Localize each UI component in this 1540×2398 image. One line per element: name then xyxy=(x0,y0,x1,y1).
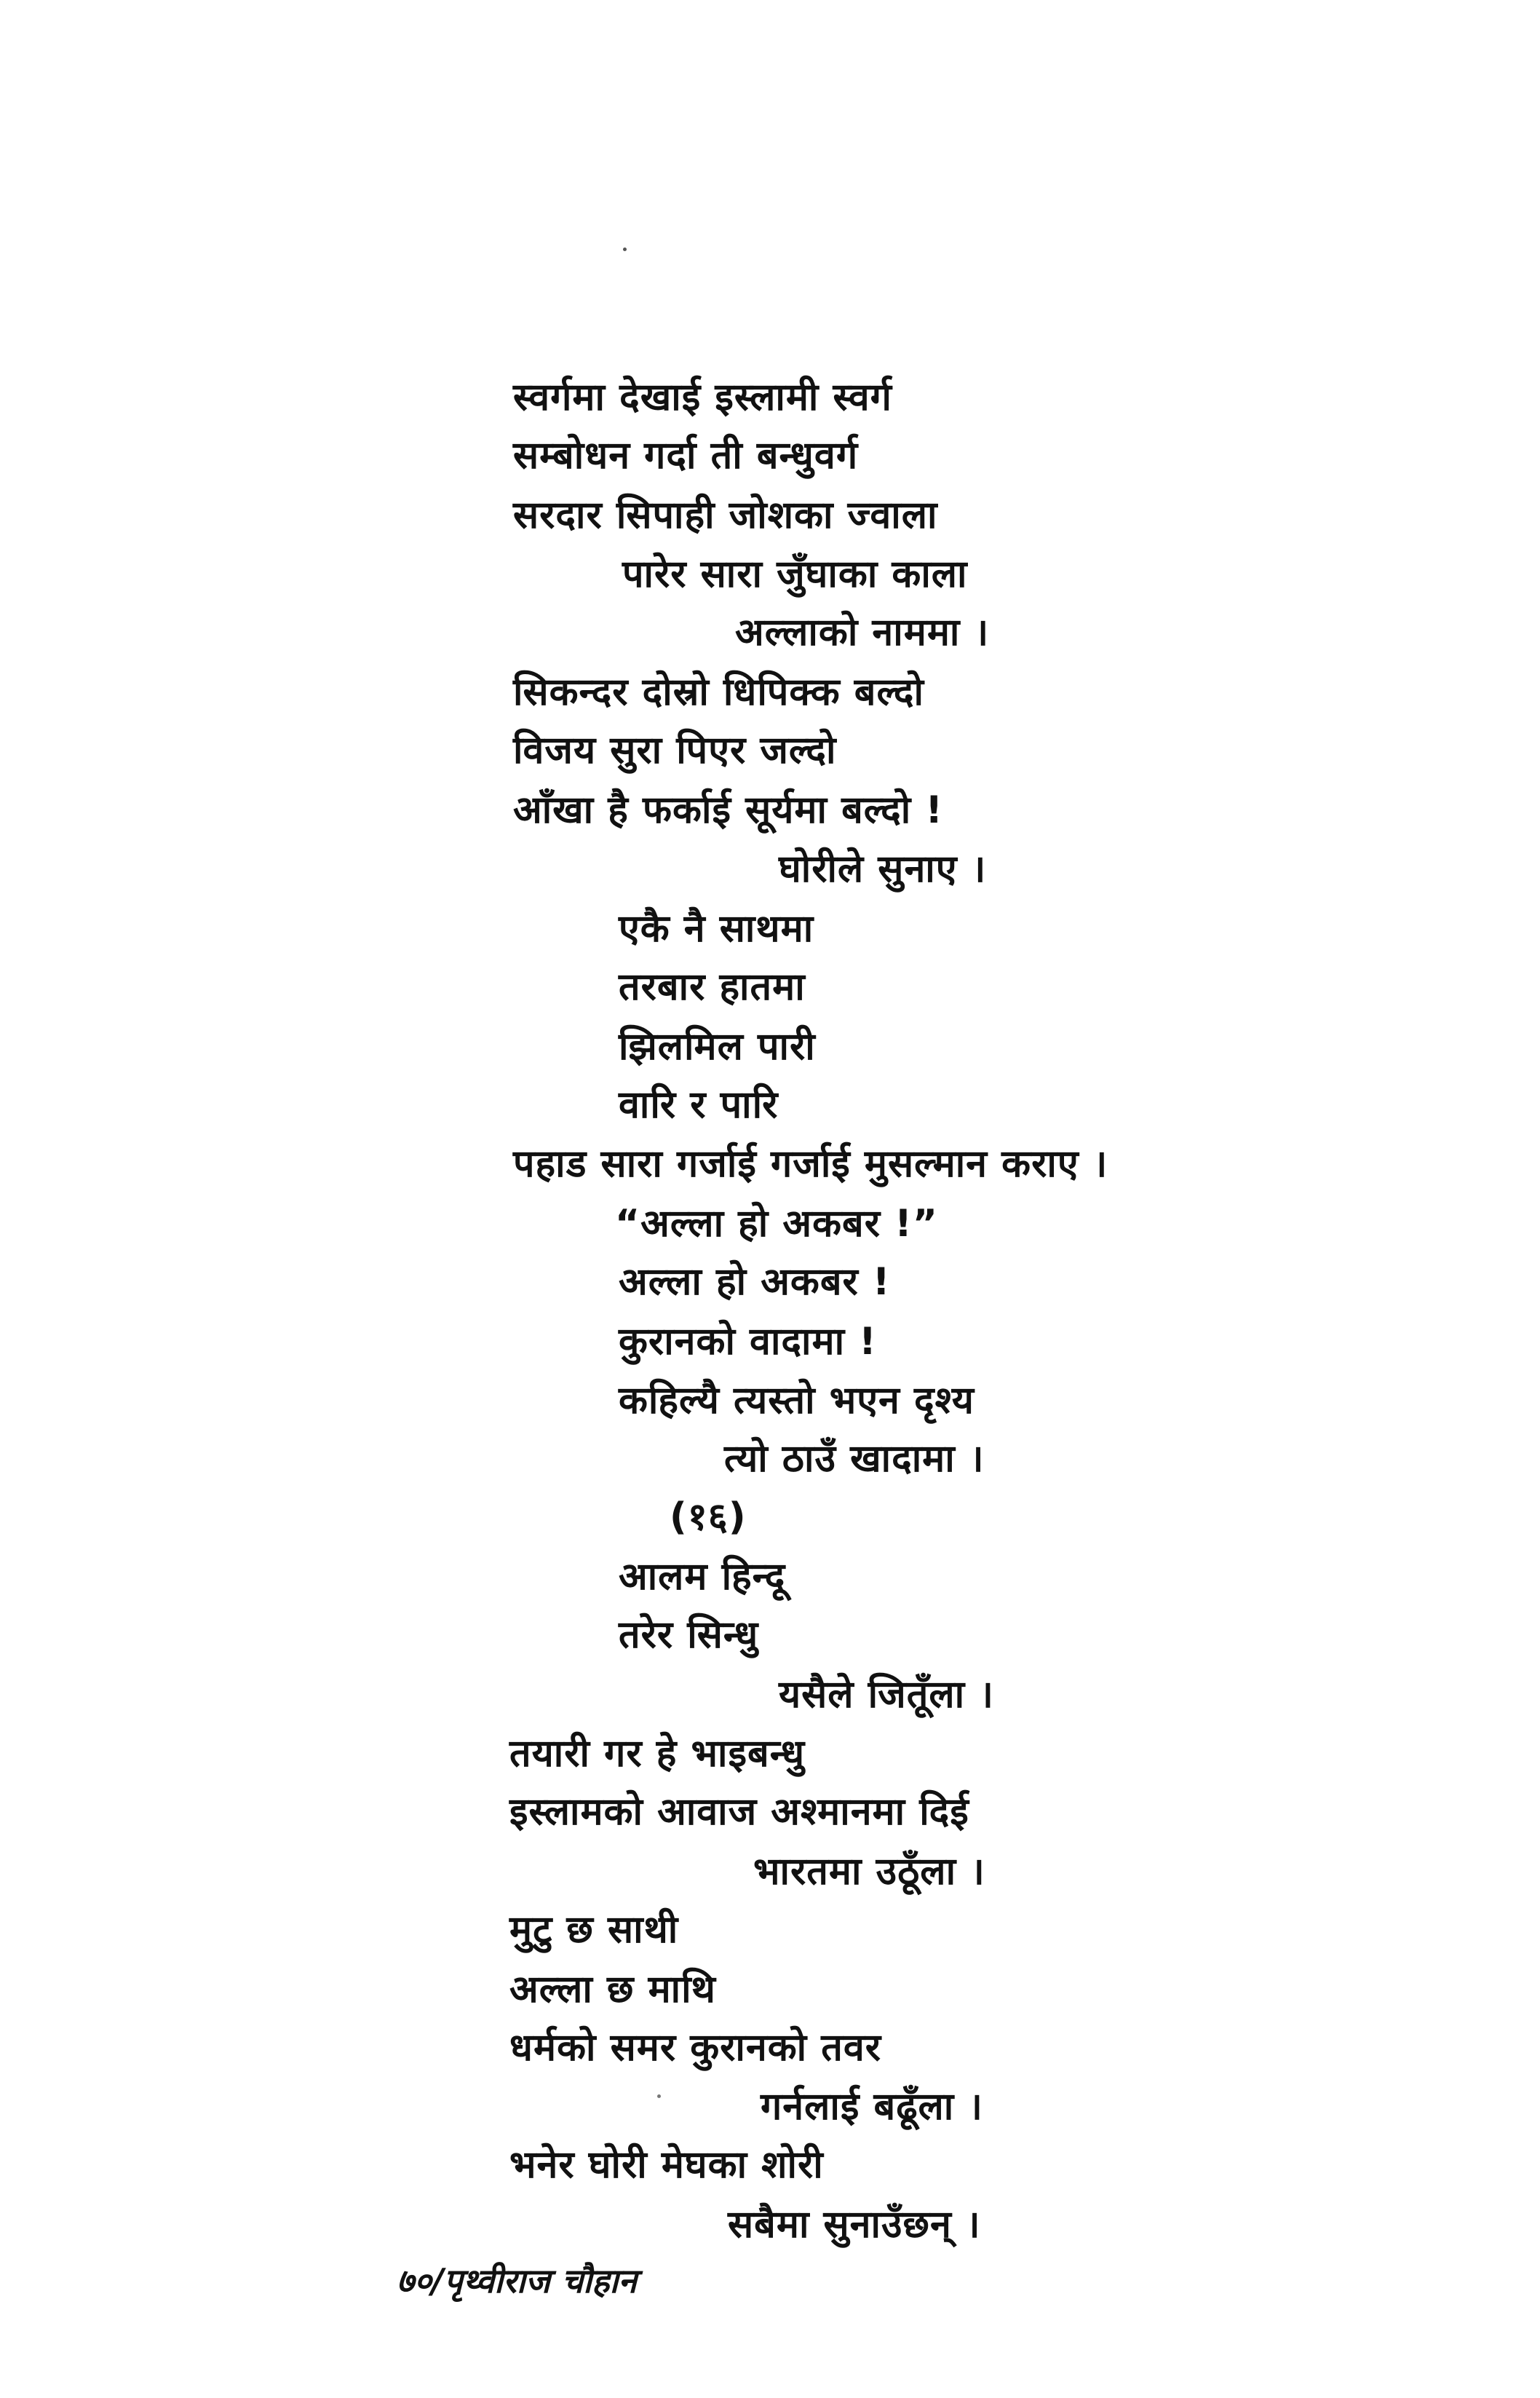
poem-line: घोरीले सुनाए । xyxy=(779,847,987,891)
poem-line: गर्नलाई बढूँला । xyxy=(761,2085,983,2129)
poem-line: सम्बोधन गर्दा ती बन्धुवर्ग xyxy=(513,434,859,478)
page-footer: ७०/पृथ्वीराज चौहान xyxy=(397,2261,637,2300)
scan-speck xyxy=(623,248,627,251)
poem-line: झिलमिल पारी xyxy=(619,1025,816,1069)
poem-line: सबैमा सुनाउँछन् । xyxy=(728,2203,981,2247)
poem-line: त्यो ठाउँ खादामा । xyxy=(724,1437,985,1481)
poem-line: कहिल्यै त्यस्तो भएन दृश्य xyxy=(619,1379,975,1422)
poem-line: कुरानको वादामा ! xyxy=(619,1320,877,1364)
poem-line: तरेर सिन्धु xyxy=(619,1613,759,1657)
poem-line: एकै नै साथमा xyxy=(619,907,814,951)
poem-line: धर्मको समर कुरानको तवर xyxy=(509,2026,882,2070)
poem-line: विजय सुरा पिएर जल्दो xyxy=(513,729,837,772)
poem-line: सरदार सिपाही जोशका ज्वाला xyxy=(513,494,938,537)
poem-line: पहाड सारा गर्जाई गर्जाई मुसल्मान कराए । xyxy=(513,1142,1108,1186)
poem-line: स्वर्गमा देखाई इस्लामी स्वर्ग xyxy=(513,376,892,419)
poem-line: भनेर घोरी मेघका शोरी xyxy=(509,2143,824,2187)
poem-line: भारतमा उठूँला । xyxy=(753,1850,985,1894)
poem-line: सिकन्दर दोस्रो धिपिक्क बल्दो xyxy=(513,670,924,714)
poem-line: आँखा है फर्काई सूर्यमा बल्दो ! xyxy=(513,788,944,832)
poem-line: इस्लामको आवाज अश्मानमा दिई xyxy=(509,1790,969,1834)
poem-line: पारेर सारा जुँघाका काला xyxy=(622,553,968,596)
poem-line: अल्ला छ माथि xyxy=(509,1968,716,2011)
poem-line: तयारी गर हे भाइबन्धु xyxy=(509,1732,806,1776)
poem-line: आलम हिन्दू xyxy=(619,1555,786,1599)
stanza-number: (१६) xyxy=(670,1495,747,1539)
scan-speck xyxy=(657,2094,661,2098)
poem-line: “अल्ला हो अकबर !” xyxy=(615,1202,938,1246)
poem-line: अल्लाको नाममा । xyxy=(735,611,990,654)
poem-line: अल्ला हो अकबर ! xyxy=(619,1260,891,1304)
poem-line: तरबार हातमा xyxy=(619,965,806,1009)
poem-line: वारि र पारि xyxy=(619,1083,779,1127)
poem-line: यसैले जितूँला । xyxy=(779,1673,994,1717)
poem-line: मुटु छ साथी xyxy=(509,1908,679,1952)
